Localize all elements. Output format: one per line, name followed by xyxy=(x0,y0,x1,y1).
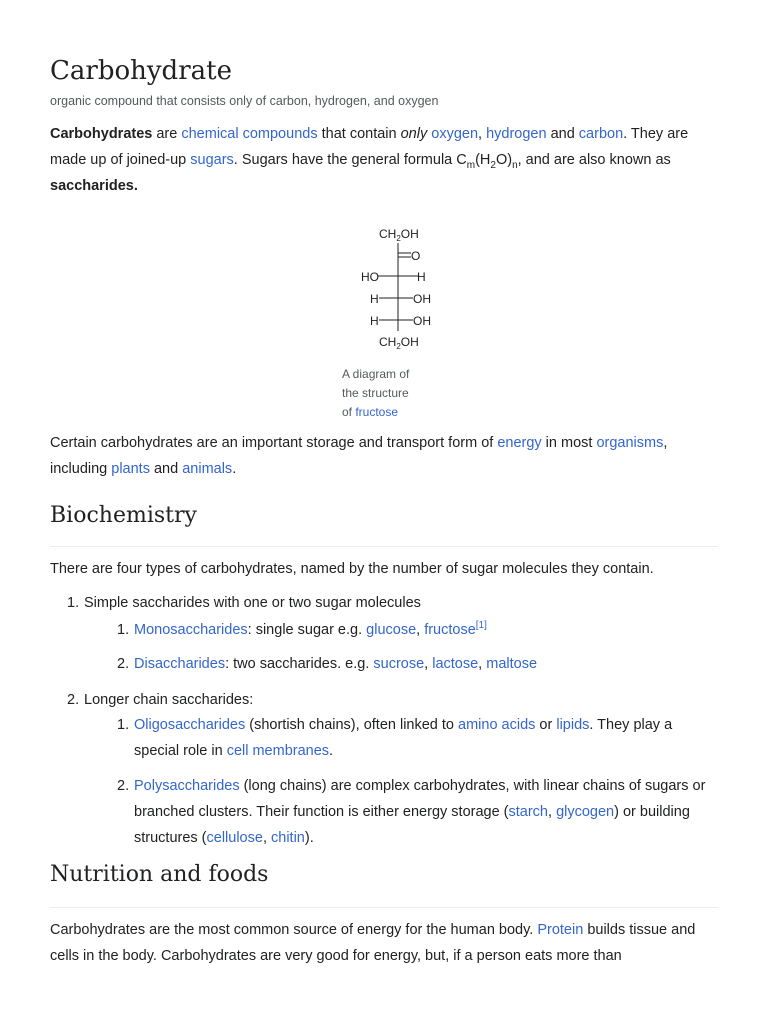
section-divider xyxy=(50,546,718,547)
link-oxygen[interactable]: oxygen xyxy=(431,126,479,142)
link-energy[interactable]: energy xyxy=(497,435,542,451)
link-sucrose[interactable]: sucrose xyxy=(373,656,425,672)
figure-caption: A diagram of the structure of fructose xyxy=(342,367,410,419)
link-cell-membranes[interactable]: cell membranes xyxy=(226,743,330,759)
page-subtitle: organic compound that consists only of carbon, hydrogen, and oxygen xyxy=(50,94,439,108)
heading-biochemistry[interactable]: Biochemistry xyxy=(50,503,197,528)
page-title: Carbohydrate xyxy=(50,56,232,86)
fructose-figure xyxy=(342,222,462,419)
link-cellulose[interactable]: cellulose xyxy=(206,830,263,846)
label-h-row5: H xyxy=(370,314,379,328)
term-carbohydrates: Carbohydrates xyxy=(50,126,153,142)
heading-nutrition-and-foods[interactable]: Nutrition and foods xyxy=(50,862,269,887)
label-bottom-ch2oh: $CH_2OH$ xyxy=(379,335,419,351)
reference-1[interactable]: [1] xyxy=(475,620,487,632)
biochemistry-intro: There are four types of carbohydrates, named by the number of sugar molecules they contain. xyxy=(50,561,654,577)
link-maltose[interactable]: maltose xyxy=(486,656,538,672)
label-top-ch2oh: $CH_2OH$ xyxy=(379,227,419,243)
label-oh-row4: OH xyxy=(413,292,431,306)
link-sugars[interactable]: sugars xyxy=(190,152,234,168)
emphasis-only: only xyxy=(400,126,428,142)
link-monosaccharides[interactable]: Monosaccharides xyxy=(134,622,248,638)
link-chitin[interactable]: chitin xyxy=(271,830,305,846)
label-oxo: O xyxy=(411,249,421,263)
term-saccharides: saccharides. xyxy=(50,178,138,194)
link-oligosaccharides[interactable]: Oligosaccharides xyxy=(134,717,246,733)
link-organisms[interactable]: organisms xyxy=(596,435,664,451)
intro-paragraph: Carbohydrates are chemical compounds that contain only oxygen, hydrogen and carbon. They are made up of joined-up sugars. Sugars have the general formula $C_m(H_2O)_n$, and are also known as saccharides. xyxy=(50,126,689,194)
storage-paragraph: Certain carbohydrates are an important storage and transport form of energy in most organisms, including plants and animals. xyxy=(50,435,668,477)
link-fructose-caption[interactable]: fructose xyxy=(355,405,399,419)
link-fructose[interactable]: fructose xyxy=(424,622,476,638)
link-glycogen[interactable]: glycogen xyxy=(556,804,615,820)
link-plants[interactable]: plants xyxy=(111,461,150,477)
link-carbon[interactable]: carbon xyxy=(578,126,624,142)
fructose-structure-diagram xyxy=(342,222,462,357)
nutrition-paragraph: Carbohydrates are the most common source of energy for the human body. Protein builds tissue and cells in the body. Carbohydrates are very good for energy, but, if a person eats more than xyxy=(50,922,696,964)
label-h-row3: H xyxy=(417,270,426,284)
label-h-row4: H xyxy=(370,292,379,306)
section-divider xyxy=(50,907,718,908)
link-amino-acids[interactable]: amino acids xyxy=(458,717,536,733)
link-protein[interactable]: Protein xyxy=(537,922,584,938)
link-starch[interactable]: starch xyxy=(508,804,549,820)
link-hydrogen[interactable]: hydrogen xyxy=(486,126,547,142)
label-oh-row5: OH xyxy=(413,314,431,328)
link-lipids[interactable]: lipids xyxy=(556,717,590,733)
link-polysaccharides[interactable]: Polysaccharides xyxy=(134,778,240,794)
link-lactose[interactable]: lactose xyxy=(432,656,479,672)
link-animals[interactable]: animals xyxy=(182,461,233,477)
link-glucose[interactable]: glucose xyxy=(366,622,417,638)
link-chemical-compounds[interactable]: chemical compounds xyxy=(181,126,318,142)
link-disaccharides[interactable]: Disaccharides xyxy=(134,656,226,672)
label-ho: HO xyxy=(361,270,379,284)
